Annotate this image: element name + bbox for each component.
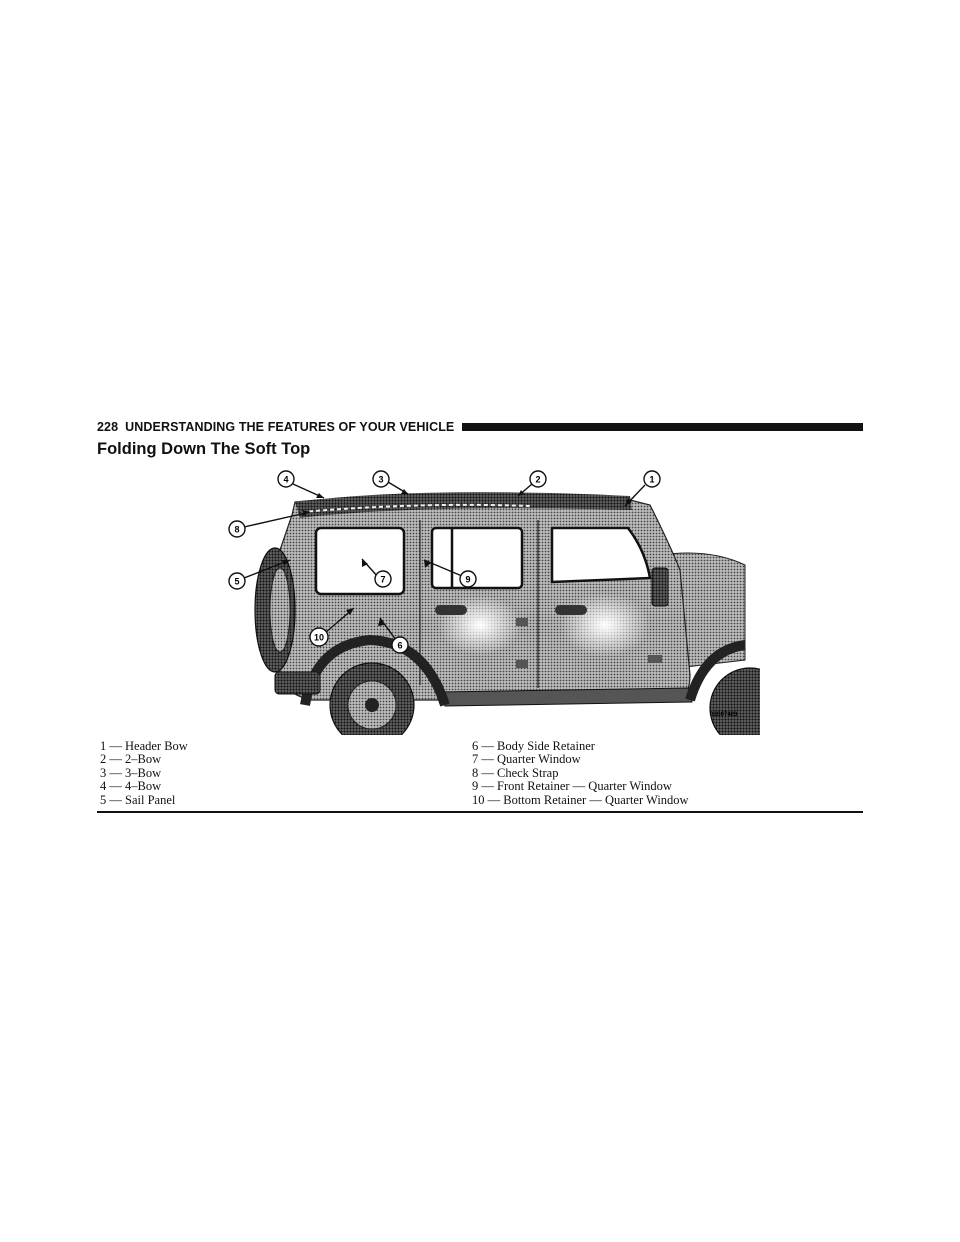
callout-6 <box>392 637 408 653</box>
figure-legend <box>100 740 863 807</box>
section-title: UNDERSTANDING THE FEATURES OF YOUR VEHICLE <box>125 420 455 434</box>
svg-text:3: 3 <box>378 474 384 485</box>
callout-1 <box>644 471 660 487</box>
legend-item: 8 — Check Strap <box>472 765 559 780</box>
callout-2 <box>530 471 546 487</box>
legend-item: 3 — 3–Bow <box>100 765 162 780</box>
callout-4 <box>278 471 294 487</box>
callout-9 <box>460 571 476 587</box>
legend-item: 6 — Body Side Retainer <box>472 739 595 753</box>
svg-text:1: 1 <box>649 474 655 485</box>
page-number: 228 <box>97 420 119 434</box>
vehicle-drawing <box>220 460 760 735</box>
soft-top-illustration <box>220 460 760 735</box>
legend-rule <box>97 811 863 813</box>
page-heading: Folding Down The Soft Top <box>97 440 311 458</box>
page-header <box>97 420 863 434</box>
callout-10 <box>310 628 328 646</box>
figure-code: 03S07423 <box>710 712 738 718</box>
svg-text:10: 10 <box>313 632 325 643</box>
svg-text:8: 8 <box>234 524 240 535</box>
callout-5 <box>229 573 245 589</box>
legend-item: 5 — Sail Panel <box>100 792 176 807</box>
legend-item: 1 — Header Bow <box>100 739 188 753</box>
legend-column-left <box>100 740 472 807</box>
svg-text:5: 5 <box>234 576 240 587</box>
legend-item: 10 — Bottom Retainer — Quarter Window <box>472 792 689 807</box>
callout-7 <box>375 571 391 587</box>
vehicle-body <box>255 492 760 735</box>
svg-text:4: 4 <box>283 474 289 485</box>
legend-column-right <box>472 740 689 807</box>
svg-text:2: 2 <box>535 474 541 485</box>
legend-item: 4 — 4–Bow <box>100 779 162 794</box>
legend-item: 9 — Front Retainer — Quarter Window <box>472 779 672 794</box>
callout-3 <box>373 471 389 487</box>
header-rule <box>462 423 863 431</box>
legend-item: 2 — 2–Bow <box>100 752 162 767</box>
callout-8 <box>229 521 245 537</box>
svg-text:9: 9 <box>465 574 471 585</box>
svg-text:7: 7 <box>380 574 386 585</box>
legend-item: 7 — Quarter Window <box>472 752 581 767</box>
svg-text:6: 6 <box>397 640 403 651</box>
